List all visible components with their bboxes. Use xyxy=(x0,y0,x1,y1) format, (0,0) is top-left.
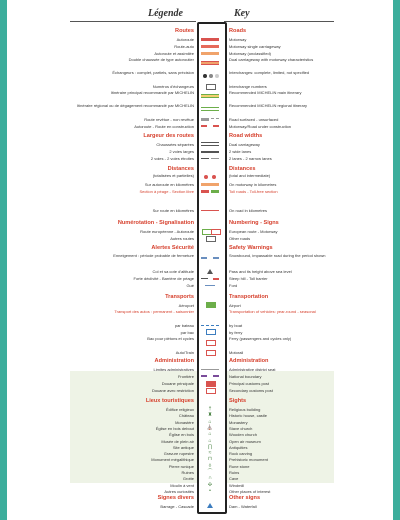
section-safety-fr: Alertes Sécurité xyxy=(151,245,194,251)
legend-row: Autres routes xyxy=(170,236,194,241)
right-rail xyxy=(393,0,400,520)
legend-row: Forte déclivité - Barrière de péage xyxy=(133,276,194,281)
legend-row: Grotte xyxy=(182,476,194,482)
toll-free-section-symbol xyxy=(211,190,219,193)
principal-customs-icon xyxy=(206,381,216,387)
other-sight-icon: • xyxy=(209,487,211,494)
legend-row: Autoroute et assimilée xyxy=(154,51,194,56)
section-other-signs-en: Other signs xyxy=(229,495,261,501)
legend-row: Enneigement : période probable de fermeture xyxy=(113,253,194,258)
section-distances-fr: Distances xyxy=(167,166,194,172)
legend-row: Aéroport xyxy=(178,303,194,308)
legend-row: Route revêtue - non revêtue xyxy=(144,117,194,122)
ferry-icon xyxy=(206,329,216,335)
windmill-icon: ✣ xyxy=(207,481,213,488)
header-legende: Légende xyxy=(148,8,183,19)
castle-icon: ♜ xyxy=(207,412,213,419)
legend-row: Motorway xyxy=(229,37,247,42)
airport-icon xyxy=(206,302,216,308)
legend-row: Autoroute - Route en construction xyxy=(134,124,194,129)
single-motorway-symbol xyxy=(201,45,219,48)
motorway-symbol xyxy=(201,38,219,41)
legend-row: Monastère xyxy=(175,419,194,425)
legend-row: Steep hill - Toll barrier xyxy=(229,276,268,281)
religious-building-icon: † xyxy=(208,406,212,412)
legend-row: (totalisées et partielles) xyxy=(152,173,194,178)
main-itinerary-symbol xyxy=(201,94,219,98)
legend-row: Barrage - Cascade xyxy=(160,504,194,509)
boat-line-symbol xyxy=(201,325,219,326)
legend-row: Historic house, castle xyxy=(229,413,268,419)
section-transport-en: Transportation xyxy=(229,294,269,300)
legend-row: 2 lanes - 2 narrow lanes xyxy=(229,156,272,161)
legend-row: Autres curiosités xyxy=(164,488,194,494)
legend-row: Autoroute xyxy=(176,37,194,42)
section-safety-en: Safety Warnings xyxy=(229,245,273,251)
legend-row: Site antique xyxy=(172,444,194,450)
unsurfaced-road-symbol xyxy=(211,118,219,119)
distance-marker-icon xyxy=(212,175,216,179)
legend-row: Monastery xyxy=(229,419,248,425)
legend-row: Gué xyxy=(186,283,194,288)
motorway-sign-icon xyxy=(211,229,221,235)
legend-row: 2 voies - 2 voies étroites xyxy=(150,156,194,161)
section-routes-en: Roads xyxy=(229,28,247,34)
secondary-customs-icon xyxy=(206,388,216,394)
legend-row: Transport des autos : permanent - saisonnier xyxy=(114,309,194,314)
legend-row: Col et sa cote d'altitude xyxy=(152,269,194,274)
legend-row: Motorway/Road under construction xyxy=(229,124,292,129)
legend-row: Pierre runique xyxy=(168,463,194,469)
legend-row: National boundary xyxy=(229,374,262,379)
legend-row: Principal customs post xyxy=(229,381,270,386)
legend-row: Open air museum xyxy=(229,438,261,444)
legend-row: Other roads xyxy=(229,236,251,241)
legend-row: Auto/Train xyxy=(175,350,194,355)
other-road-sign-icon xyxy=(206,236,216,242)
section-widths-fr: Largeur des routes xyxy=(143,133,194,139)
legend-row: Motorail xyxy=(229,350,244,355)
legend-row: par bateau xyxy=(174,323,194,328)
legend-row: Bac pour piétons et cycles xyxy=(147,336,194,341)
legend-row: European route - Motorway xyxy=(229,229,278,234)
legend-row: Recommended MICHELIN regional itinerary xyxy=(229,103,308,108)
legend-row: Motorway (unclassified) xyxy=(229,51,272,56)
legend-row: Douane principale xyxy=(161,381,194,386)
legend-row: by ferry xyxy=(229,330,243,335)
legend-row: Double chaussée de type autoroutier xyxy=(128,57,194,62)
width-line-symbol xyxy=(201,158,209,159)
pedestrian-ferry-icon xyxy=(206,340,216,346)
legend-row: Numéros d'échangeurs xyxy=(152,84,194,89)
left-rail xyxy=(0,0,7,520)
regional-itinerary-symbol xyxy=(201,107,219,111)
legend-row: Ferry (passengers and cycles only) xyxy=(229,336,292,341)
section-other-signs-fr: Signes divers xyxy=(157,495,194,501)
section-numbering-en: Numbering - Signs xyxy=(229,220,279,226)
monastery-icon: ⌂ xyxy=(208,418,212,425)
legend-row: Snowbound, impassable road during the period shown xyxy=(229,253,326,258)
open-air-museum-icon: ⌂ xyxy=(208,437,212,444)
legend-row: 2 wide lanes xyxy=(229,149,252,154)
legend-row: Dual carriageway with motorway characteristics xyxy=(229,57,314,62)
section-admin-en: Administration xyxy=(229,358,269,364)
legend-row: Interchanges: complete, limited, not specified xyxy=(229,70,310,75)
legend-row: On road in kilometres xyxy=(229,208,268,213)
prehistoric-monument-icon: ⊓ xyxy=(208,456,212,463)
legend-row: Monument mégalithique xyxy=(151,457,194,463)
legend-row: Rune stone xyxy=(229,463,250,469)
under-construction-symbol xyxy=(201,125,219,127)
section-admin-fr: Administration xyxy=(154,358,194,364)
interchange-partial-symbol xyxy=(209,74,213,78)
unclassified-motorway-symbol xyxy=(201,52,219,55)
legend-row: Pass and its height above sea level xyxy=(229,269,292,274)
interchange-number-symbol xyxy=(206,84,216,90)
legend-row: Section à péage - Section libre xyxy=(139,189,194,194)
legend-row: Ford xyxy=(229,283,238,288)
legend-row: par bac xyxy=(180,330,194,335)
legend-row: Édifice religieux xyxy=(165,407,194,412)
legend-row: Transportation of vehicles: year-round - seasonal xyxy=(229,309,316,314)
legend-row: Église en bois xyxy=(169,432,194,438)
legend-row: Rock carving xyxy=(229,451,253,457)
legend-row: Wooden church xyxy=(229,432,257,438)
section-routes-fr: Routes xyxy=(175,28,194,34)
legend-row: Administrative district seat xyxy=(229,367,276,372)
stave-church-icon: ⛪ xyxy=(206,424,214,431)
legend-row: Ruins xyxy=(229,470,240,475)
dual-carriageway-symbol xyxy=(201,61,219,65)
legend-row: Moulin à vent xyxy=(170,482,194,488)
legend-row: Interchange numbers xyxy=(229,84,267,89)
dam-icon xyxy=(207,503,213,508)
steep-hill-icon xyxy=(201,278,208,279)
legend-row: Dam - Waterfall xyxy=(229,504,257,509)
legend-row: Stave church xyxy=(229,425,253,431)
legend-row: On motorway in kilometres xyxy=(229,182,277,187)
legend-row: Airport xyxy=(229,303,241,308)
legend-row: Gravure rupestre xyxy=(163,451,194,457)
legend-row: Itinéraire principal recommandé par MICHELIN xyxy=(110,90,194,95)
legend-row: Chaussées séparées xyxy=(156,142,194,147)
legend-row: Échangeurs : complet, partiels, sans précision xyxy=(112,70,194,75)
legend-row: Recommended MICHELIN main itinerary xyxy=(229,90,302,95)
legend-row: Frontière xyxy=(177,374,194,379)
distance-motorway-symbol xyxy=(201,183,219,186)
legend-row: (total and intermediate) xyxy=(229,173,271,178)
legend-row: Église en bois debout xyxy=(155,425,194,431)
cave-icon: ∩ xyxy=(208,475,212,482)
legend-row: Windmill xyxy=(229,482,245,488)
section-sights-fr: Lieux touristiques xyxy=(145,398,194,404)
legend-row: Sur autoroute en kilomètres xyxy=(144,182,194,187)
snowbound-symbol xyxy=(201,257,219,259)
width-line-symbol xyxy=(201,151,219,153)
legend-row: 2 voies larges xyxy=(169,149,194,154)
legend-row: Route-auto xyxy=(174,44,194,49)
legend-row: Douane avec restriction xyxy=(151,388,194,393)
national-boundary-symbol xyxy=(201,375,219,377)
width-line-symbol xyxy=(201,142,219,143)
legend-row: Toll roads - Toll-free section xyxy=(229,189,278,194)
legend-row: Prehistoric monument xyxy=(229,457,268,463)
legend-row: Limites administratives xyxy=(153,367,194,372)
legend-row: Ruines xyxy=(181,470,194,475)
section-transport-fr: Transports xyxy=(165,294,194,300)
header-rule-right xyxy=(224,21,334,22)
pass-icon xyxy=(207,269,213,274)
interchange-unspecified-symbol xyxy=(215,74,219,78)
legend-row: Antiquities xyxy=(229,444,248,450)
section-sights-en: Sights xyxy=(229,398,247,404)
ford-icon xyxy=(205,285,215,286)
legend-row: Dual carriageway xyxy=(229,142,260,147)
legend-row: Château xyxy=(178,413,194,419)
legend-row: Itinéraire régional ou de dégagement recommandé par MICHELIN xyxy=(77,103,194,108)
legend-row: Route européenne - Autoroute xyxy=(140,229,194,234)
section-numbering-fr: Numérotation - Signalisation xyxy=(117,220,194,226)
legend-row: Other places of interest xyxy=(229,488,271,494)
section-distances-en: Distances xyxy=(229,166,256,172)
legend-row: by boat xyxy=(229,323,243,328)
legend-row: Road surfaced - unsurfaced xyxy=(229,117,279,122)
admin-boundary-symbol xyxy=(201,369,219,370)
ruins-icon: ⌒ xyxy=(207,469,213,475)
toll-section-symbol xyxy=(201,190,209,193)
header-key: Key xyxy=(234,8,250,19)
interchange-complete-symbol xyxy=(203,74,207,78)
antiquities-icon: ∏ xyxy=(207,443,213,450)
section-widths-en: Road widths xyxy=(229,133,263,139)
width-line-symbol xyxy=(211,158,219,159)
rock-carving-icon: ≈ xyxy=(208,450,212,457)
motorail-icon xyxy=(206,350,216,356)
distance-road-symbol xyxy=(201,210,219,211)
rune-stone-icon: ◊ xyxy=(208,462,212,469)
header-rule-left xyxy=(70,21,196,22)
legend-row: Religious building xyxy=(229,407,261,412)
legend-row: Secondary customs post xyxy=(229,388,273,393)
width-line-symbol xyxy=(201,145,219,146)
surfaced-road-symbol xyxy=(201,118,209,121)
wooden-church-icon: ⌂ xyxy=(208,431,212,438)
toll-barrier-icon xyxy=(213,278,219,280)
legend-row: Sur route en kilomètres xyxy=(152,208,194,213)
legend-row: Cave xyxy=(229,476,239,482)
distance-marker-icon xyxy=(204,175,208,179)
legend-row: Musée de plein air xyxy=(161,438,194,444)
legend-row: Motorway single carriageway xyxy=(229,44,281,49)
